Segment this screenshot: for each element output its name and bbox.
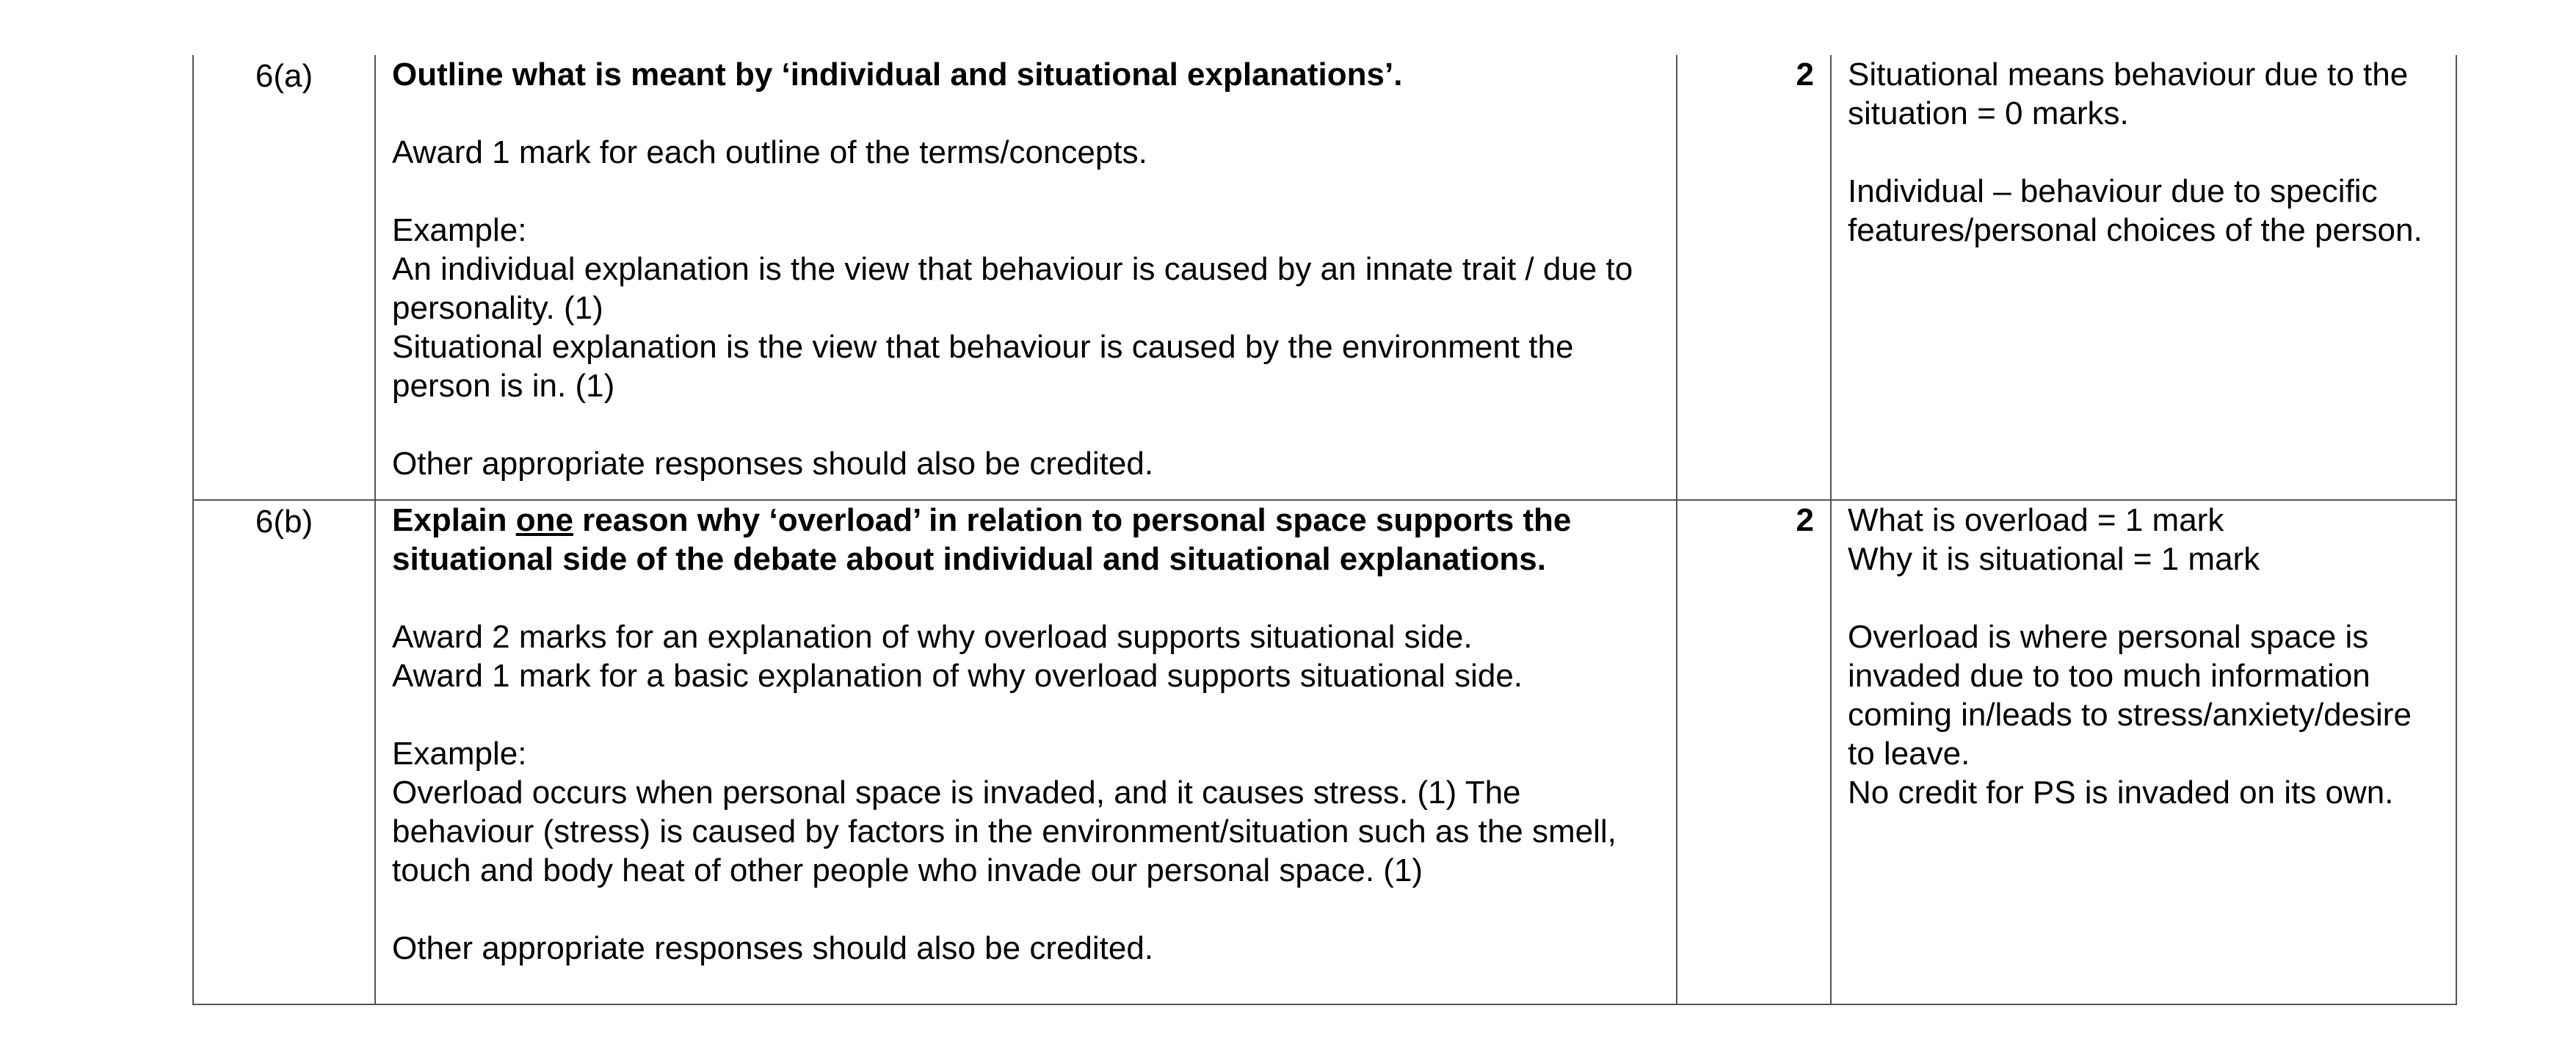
credit-note: Other appropriate responses should also be credited. [392, 930, 1154, 966]
question-number: 6(a) [255, 58, 313, 94]
example-line: An individual explanation is the view that behaviour is caused by an innate trait / due to personality. (1) [392, 251, 1633, 326]
guidance-text: Overload is where personal space is invaded due to too much information coming in/leads to stress/anxiety/desire to leave. [1848, 619, 2412, 772]
guidance-text: Why it is situational = 1 mark [1848, 541, 2260, 577]
mark-scheme-grid [192, 55, 2457, 1005]
table-row [193, 55, 2456, 500]
credit-note: Other appropriate responses should also be credited. [392, 446, 1154, 482]
guidance-cell [1831, 55, 2456, 500]
question-title-end: reason why ‘overload’ in relation to personal space supports the situational side of the debate about individual and situational explanations. [392, 502, 1572, 577]
question-number: 6(b) [255, 504, 313, 540]
award-text: Award 1 mark for each outline of the terms/concepts. [392, 134, 1147, 170]
marks-cell [1677, 55, 1831, 500]
award-text: Award 1 mark for a basic explanation of why overload supports situational side. [392, 658, 1523, 694]
marks-cell [1677, 500, 1831, 1004]
guidance-cell [1831, 500, 2456, 1004]
example-line: Overload occurs when personal space is invaded, and it causes stress. (1) The behaviour (stress) is caused by factors in the environment/situation such as the smell, touch and body heat of other people who invade our personal space. (1) [392, 775, 1617, 888]
guidance-text: No credit for PS is invaded on its own. [1848, 775, 2394, 811]
table-row [193, 500, 2456, 1004]
guidance-text: Individual – behaviour due to specific features/personal choices of the person. [1848, 173, 2423, 248]
mark-scheme-table [192, 55, 2423, 1004]
example-line: Situational explanation is the view that behaviour is caused by the environment the person is in. (1) [392, 329, 1574, 404]
answer-cell [375, 500, 1677, 1004]
answer-cell [375, 55, 1677, 500]
question-title: Outline what is meant by ‘individual and situational explanations’. [392, 57, 1403, 93]
example-label: Example: [392, 212, 527, 248]
question-title-start: Explain [392, 502, 516, 538]
marks-value: 2 [1796, 57, 1814, 93]
guidance-text: What is overload = 1 mark [1848, 502, 2224, 538]
question-title [392, 501, 1660, 579]
guidance-text: Situational means behaviour due to the situation = 0 marks. [1848, 57, 2409, 131]
award-text: Award 2 marks for an explanation of why overload supports situational side. [392, 619, 1473, 655]
example-label: Example: [392, 736, 527, 772]
marks-value: 2 [1796, 502, 1814, 538]
question-number-cell [193, 500, 375, 1004]
question-title-emphasis: one [515, 502, 573, 538]
question-number-cell [193, 55, 375, 500]
